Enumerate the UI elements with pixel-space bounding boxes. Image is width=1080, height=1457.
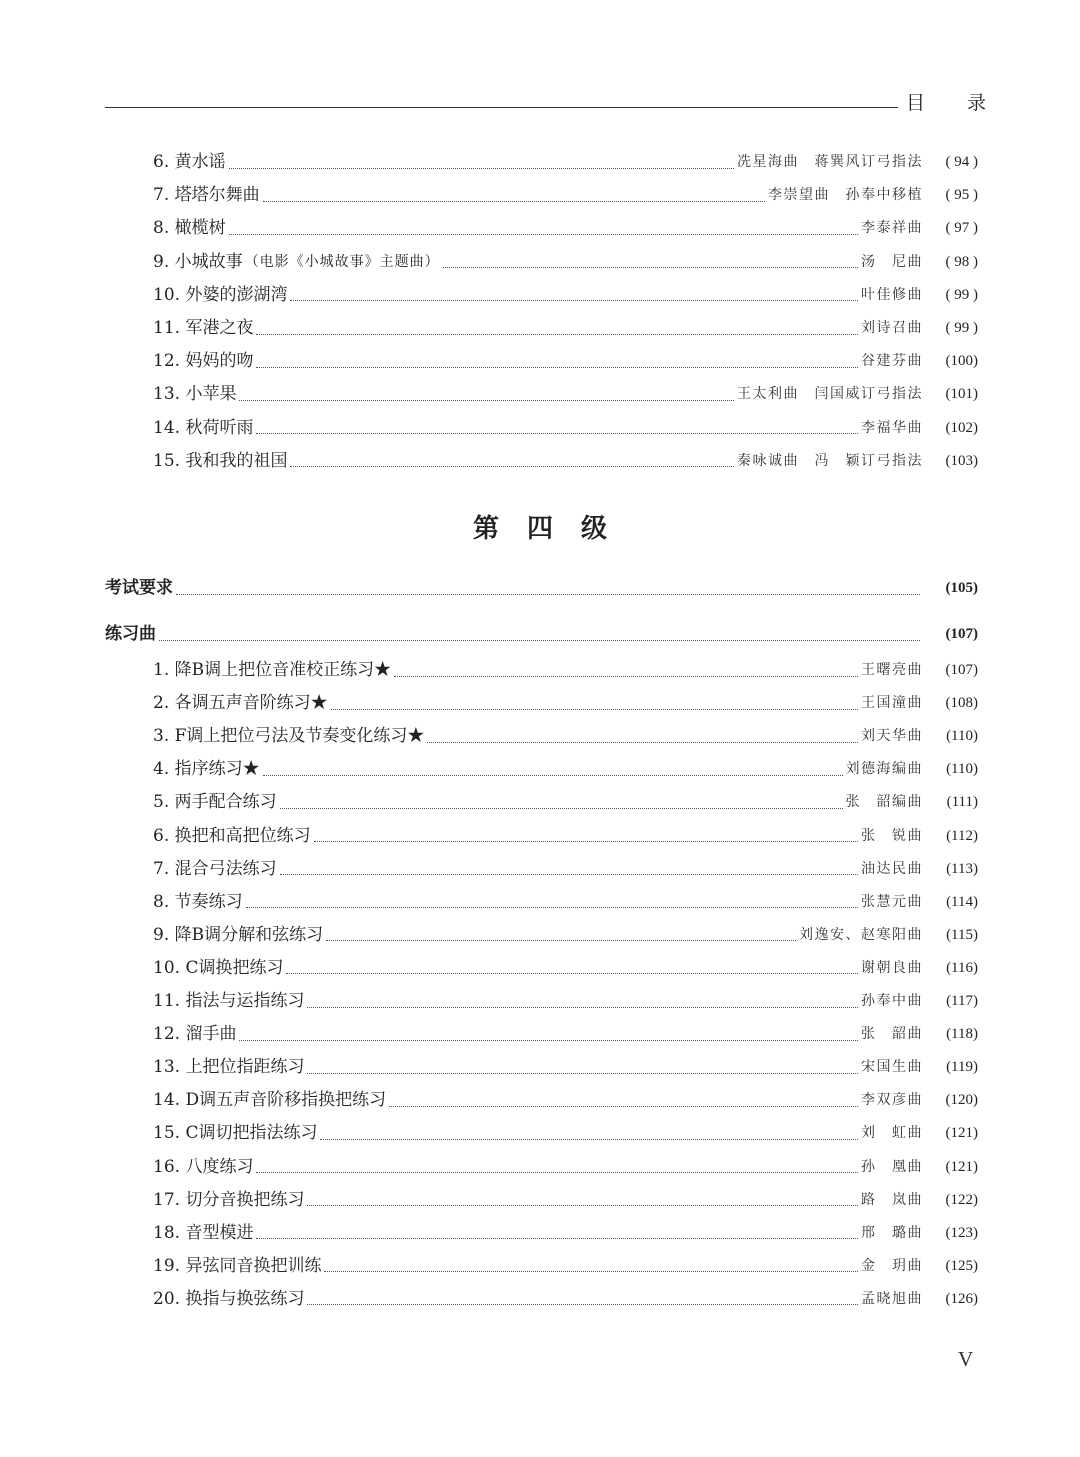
entry-credit: 秦咏诚曲 冯 颖订弓指法 [737, 452, 923, 469]
entry-credit: 刘德海编曲 [845, 761, 923, 778]
entry-title: 16. 八度练习 [153, 1156, 254, 1177]
entry-title: 2. 各调五声音阶练习★ [153, 693, 328, 714]
dot-leader [256, 367, 858, 368]
toc-entry-row [0, 281, 1080, 309]
entry-title: 练习曲 [105, 624, 156, 644]
header-rule [105, 107, 898, 108]
dot-leader [314, 841, 858, 842]
toc-entry-row [0, 347, 1080, 375]
entry-title: 13. 小苹果 [153, 384, 237, 405]
toc-entry-row [0, 1153, 1080, 1181]
entry-title: 6. 换把和高把位练习 [153, 825, 311, 846]
toc-entry-row [0, 414, 1080, 442]
dot-leader [246, 907, 858, 908]
entry-credit: 谷建芬曲 [861, 353, 923, 370]
toc-entry-row [0, 888, 1080, 916]
entry-title: 5. 两手配合练习 [153, 792, 277, 813]
entry-title: 10. 外婆的澎湖湾 [153, 284, 288, 305]
dot-leader [443, 267, 858, 268]
level-title: 第四级 [472, 514, 635, 544]
entry-title: 3. F调上把位弓法及节奏变化练习★ [153, 726, 425, 747]
dot-leader [263, 775, 843, 776]
dot-leader [256, 1172, 858, 1173]
dot-leader [290, 300, 858, 301]
toc-entry-row [0, 822, 1080, 850]
toc-entry-row [0, 689, 1080, 717]
dot-leader [331, 709, 858, 710]
toc-section-row [0, 620, 1080, 648]
dot-leader [427, 742, 858, 743]
entry-credit: 路 岚曲 [861, 1191, 923, 1208]
entry-page: (126) [945, 1290, 978, 1307]
dot-leader [324, 1271, 858, 1272]
toc-entry-row [0, 656, 1080, 684]
dot-leader [280, 874, 858, 875]
entry-title: 8. 橄榄树 [153, 218, 226, 239]
entry-credit: 李崇望曲 孙奉中移植 [768, 187, 923, 204]
toc-entry-row [0, 1186, 1080, 1214]
entry-page: ( 99 ) [945, 320, 978, 336]
entry-title: 15. C调切把指法练习 [153, 1123, 318, 1144]
entry-title: 20. 换指与换弦练习 [153, 1288, 305, 1309]
entry-credit: 李双彦曲 [861, 1092, 923, 1109]
page-number: V [958, 1347, 974, 1371]
entry-credit: 李泰祥曲 [861, 220, 923, 237]
entry-page: (120) [945, 1092, 978, 1109]
toc-entry-row [0, 380, 1080, 408]
dot-leader [176, 594, 920, 595]
entry-page: (107) [945, 626, 978, 642]
dot-leader [290, 466, 734, 467]
entry-credit: 刘 虹曲 [861, 1125, 923, 1142]
entry-title: 12. 妈妈的吻 [153, 351, 254, 372]
entry-title: 19. 异弦同音换把训练 [153, 1255, 322, 1276]
entry-credit: 张慧元曲 [861, 893, 923, 910]
dot-leader [307, 1205, 858, 1206]
entry-page: (112) [946, 827, 978, 844]
entry-title: 4. 指序练习★ [153, 759, 260, 780]
entry-credit: 叶佳修曲 [861, 286, 923, 303]
dot-leader [326, 940, 796, 941]
dot-leader [159, 640, 920, 641]
toc-entry-row [0, 755, 1080, 783]
entry-credit: 汤 尼曲 [861, 253, 923, 270]
entry-page: (114) [946, 893, 978, 910]
entry-credit: 孙奉中曲 [861, 993, 923, 1009]
toc-entry-row [0, 214, 1080, 242]
entry-page: ( 94 ) [945, 154, 978, 170]
entry-credit: 王曙亮曲 [861, 662, 923, 678]
entry-title: 10. C调换把练习 [153, 957, 284, 978]
dot-leader [389, 1106, 858, 1107]
dot-leader [239, 400, 734, 401]
entry-title: 7. 混合弓法练习 [153, 858, 277, 879]
toc-entry-row [0, 447, 1080, 475]
entry-page: (110) [946, 761, 978, 778]
entry-credit: 张 韶编曲 [845, 794, 923, 811]
toc-entry-row [0, 921, 1080, 949]
entry-credit: 谢朝良曲 [861, 959, 923, 976]
entry-title: 15. 我和我的祖国 [153, 450, 288, 471]
entry-page: (113) [946, 860, 978, 877]
toc-entry-row [0, 954, 1080, 982]
entry-title: 8. 节奏练习 [153, 891, 243, 912]
dot-leader [394, 676, 858, 677]
entry-credit: 宋国生曲 [861, 1059, 923, 1076]
entry-page: (115) [946, 926, 978, 943]
entry-page: (118) [946, 1026, 978, 1043]
entry-title: 6. 黄水谣 [153, 152, 226, 172]
entry-title: 9. 小城故事 [153, 251, 243, 272]
entry-title: 1. 降B调上把位音准校正练习★ [153, 660, 392, 680]
entry-title: 14. D调五声音阶移指换把练习 [153, 1090, 387, 1111]
entry-page: (110) [946, 728, 978, 745]
entry-title: 考试要求 [105, 578, 173, 598]
toc-entry-row [0, 722, 1080, 750]
toc-entry-row [0, 181, 1080, 209]
entry-page: ( 99 ) [945, 286, 978, 303]
toc-entry-row [0, 1020, 1080, 1048]
dot-leader [256, 433, 858, 434]
toc-entry-row [0, 788, 1080, 816]
entry-credit: 孟晓旭曲 [861, 1290, 923, 1307]
entry-credit: 刘天华曲 [861, 728, 923, 745]
entry-title: 11. 军港之夜 [153, 318, 254, 338]
entry-page: (111) [946, 794, 978, 811]
dot-leader [320, 1139, 858, 1140]
entry-credit: 孙 凰曲 [861, 1158, 923, 1175]
entry-page: (121) [945, 1158, 978, 1175]
dot-leader [229, 168, 734, 169]
entry-page: (103) [945, 452, 978, 469]
toc-entry-row [0, 1219, 1080, 1247]
entry-page: (101) [945, 386, 978, 403]
entry-title: 17. 切分音换把练习 [153, 1189, 305, 1210]
toc-entry-row [0, 1086, 1080, 1114]
toc-entry-row [0, 248, 1080, 276]
entry-page: (116) [946, 959, 978, 976]
entry-credit: 金 玥曲 [861, 1257, 923, 1274]
entry-page: (125) [945, 1257, 978, 1274]
entry-subtitle: （电影《小城故事》主题曲） [244, 253, 440, 270]
entry-title: 9. 降B调分解和弦练习 [153, 924, 324, 945]
dot-leader [263, 201, 765, 202]
entry-page: (107) [945, 662, 978, 678]
entry-credit: 李福华曲 [861, 419, 923, 436]
dot-leader [307, 1073, 858, 1074]
toc-entry-row [0, 987, 1080, 1015]
dot-leader [307, 1304, 858, 1305]
entry-page: ( 95 ) [945, 187, 978, 204]
header-title: 目 录 [906, 92, 1005, 114]
entry-title: 11. 指法与运指练习 [153, 991, 305, 1011]
entry-credit: 油达民曲 [861, 860, 923, 877]
entry-page: (123) [945, 1224, 978, 1241]
entry-page: ( 97 ) [945, 220, 978, 237]
entry-credit: 刘逸安、赵寒阳曲 [799, 926, 923, 943]
toc-entry-row [0, 855, 1080, 883]
toc-entry-row [0, 1252, 1080, 1280]
entry-page: (122) [945, 1191, 978, 1208]
entry-page: (105) [945, 580, 978, 596]
entry-page: (121) [945, 1125, 978, 1142]
entry-title: 12. 溜手曲 [153, 1024, 237, 1045]
entry-page: ( 98 ) [945, 253, 978, 270]
toc-entry-row [0, 1119, 1080, 1147]
entry-credit: 王太利曲 闫国威订弓指法 [737, 386, 923, 403]
entry-credit: 冼星海曲 蒋巽风订弓指法 [737, 154, 923, 170]
entry-credit: 张 韶曲 [861, 1026, 923, 1043]
entry-title: 7. 塔塔尔舞曲 [153, 185, 260, 206]
toc-entry-row [0, 1053, 1080, 1081]
dot-leader [239, 1040, 858, 1041]
toc-entry-row [0, 1285, 1080, 1313]
dot-leader [307, 1007, 858, 1008]
entry-credit: 邢 璐曲 [861, 1224, 923, 1241]
entry-page: (100) [945, 353, 978, 370]
entry-page: (108) [945, 695, 978, 712]
toc-entry-row [0, 148, 1080, 176]
entry-credit: 刘诗召曲 [861, 320, 923, 336]
entry-page: (102) [945, 419, 978, 436]
toc-entry-row [0, 314, 1080, 342]
dot-leader [286, 973, 858, 974]
entry-page: (117) [946, 993, 978, 1009]
entry-credit: 张 锐曲 [861, 827, 923, 844]
dot-leader [280, 808, 843, 809]
entry-title: 14. 秋荷听雨 [153, 417, 254, 438]
dot-leader [229, 234, 858, 235]
entry-title: 18. 音型模进 [153, 1222, 254, 1243]
entry-credit: 王国潼曲 [861, 695, 923, 712]
dot-leader [256, 334, 858, 335]
toc-section-row [0, 574, 1080, 602]
entry-title: 13. 上把位指距练习 [153, 1057, 305, 1078]
entry-page: (119) [946, 1059, 978, 1076]
dot-leader [256, 1238, 858, 1239]
